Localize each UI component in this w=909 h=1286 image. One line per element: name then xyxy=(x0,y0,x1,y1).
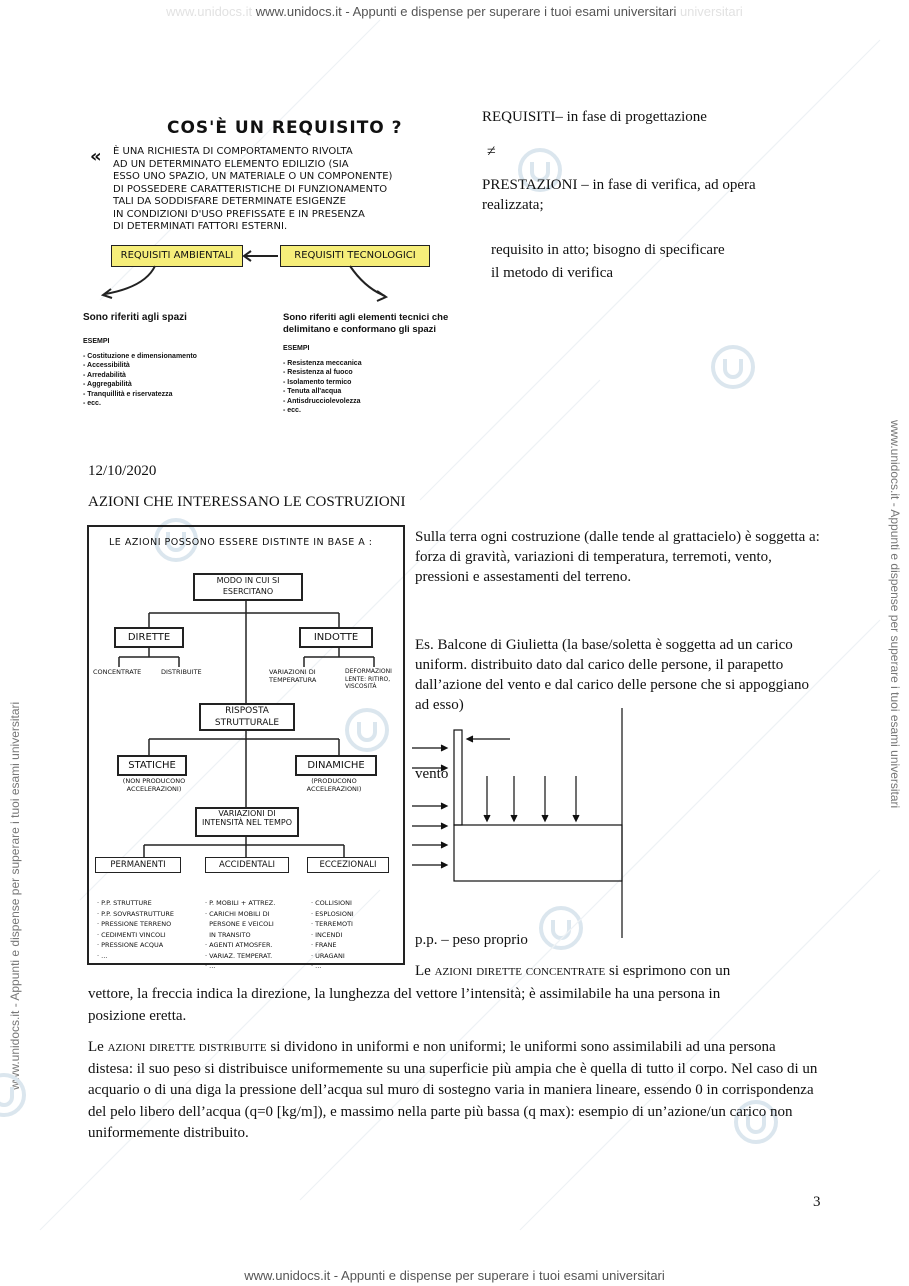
requisiti-ambientali-box: REQUISITI AMBIENTALI xyxy=(111,245,243,267)
permanenti-list: · P.P. STRUTTURE · P.P. SOVRASTRUTTURE · PRESSIONE TERRENO · CEDIMENTI VINCOLI · PRESSIONE ACQUA · ... xyxy=(97,899,174,960)
dinamiche-box: DINAMICHE xyxy=(295,755,377,776)
modo-box: MODO IN CUI SI ESERCITANO xyxy=(193,573,303,601)
paragraph-concentrate-line2: vettore, la freccia indica la direzione, la lunghezza del vettore l’intensità; è assimilabile ha una persona in xyxy=(88,986,721,1002)
azioni-heading: LE AZIONI POSSONO ESSERE DISTINTE IN BASE A : xyxy=(109,537,373,548)
azioni-diagram xyxy=(87,525,405,970)
variazioni-intensita-box: VARIAZIONI DI INTENSITÀ NEL TEMPO xyxy=(195,807,299,837)
ghost-watermark-left: www.unidocs.it xyxy=(166,4,253,19)
paragraph-concentrate-line3: posizione eretta. xyxy=(88,1008,187,1024)
requisito-note-line1: requisito in atto; bisogno di specificare xyxy=(491,242,725,258)
header-watermark-text: www.unidocs.it - Appunti e dispense per superare i tuoi esami universitari xyxy=(255,4,677,19)
indotte-box: INDOTTE xyxy=(299,627,373,648)
deformazioni-label: DEFORMAZIONI LENTE: RITIRO, VISCOSITÀ xyxy=(345,668,392,690)
eccezionali-list: · COLLISIONI · ESPLOSIONI · TERREMOTI · INCENDI · FRANE · URAGANI · ... xyxy=(311,899,354,970)
paragraph-balcone: Es. Balcone di Giulietta (la base/soletta è soggetta ad un carico uniform. distribuito dato dal carico delle persone, il parapetto dall’azione del vento e dal carico delle persone che si appoggiano ad esso) xyxy=(415,637,809,713)
unidocs-logo-icon xyxy=(713,347,753,387)
footer-watermark-text: www.unidocs.it - Appunti e dispense per superare i tuoi esami universitari xyxy=(244,1268,665,1283)
not-equal-symbol: ≠ xyxy=(487,143,496,160)
left-heading: Sono riferiti agli spazi xyxy=(83,312,187,323)
date: 12/10/2020 xyxy=(88,463,157,479)
distribuite-label: DISTRIBUITE xyxy=(161,668,202,676)
balcony-slab xyxy=(454,825,622,881)
crowd-push-arrow xyxy=(467,736,510,742)
accidentali-box: ACCIDENTALI xyxy=(205,857,289,873)
paragraph-concentrate-line1: Le azioni dirette concentrate si esprimono con un xyxy=(415,963,731,979)
requisito-figure xyxy=(85,112,465,412)
right-heading: Sono riferiti agli elementi tecnici che delimitano e conformano gli spazi xyxy=(283,312,449,335)
ghost-watermark-right: universitari xyxy=(679,4,743,19)
side-watermark-right: www.unidocs.it - Appunti e dispense per superare i tuoi esami universitari xyxy=(888,420,902,809)
quote-mark: « xyxy=(90,146,102,167)
footer-watermark xyxy=(0,1268,909,1283)
parapet xyxy=(454,730,462,825)
accidentali-list: · P. MOBILI + ATTREZ. · CARICHI MOBILI DI PERSONE E VEICOLI IN TRANSITO · AGENTI ATMOSFER. · VARIAZ. TEMPERAT. · ... xyxy=(205,899,276,970)
term-concentrate: azioni dirette concentrate xyxy=(434,963,606,979)
section-title: AZIONI CHE INTERESSANO LE COSTRUZIONI xyxy=(88,494,406,510)
page-number: 3 xyxy=(813,1194,821,1210)
balcony-sketch xyxy=(410,708,640,938)
requisito-title: COS'È UN REQUISITO ? xyxy=(167,118,403,138)
requisiti-note: REQUISITI– in fase di progettazione xyxy=(482,109,707,125)
paragraph-distribuite: Le azioni dirette distribuite si dividono in uniformi e non uniformi; le uniformi sono assimilabili ad una persona distesa: il suo peso si distribuisce uniformemente su una superficie più ampia che è quella di tutto il corpo. Nel caso di un acquario o di una diga la pressione dell’acqua sul muro di sostegno varia in maniera lineare, essendo 0 in corrispondenza del pelo libero dell’acqua (q=0 [kg/m]), e massimo nella parte più bassa (q max): esempio di un’azione/un carico non uniformemente distribuito. xyxy=(88,1039,818,1141)
statiche-note: (NON PRODUCONO ACCELERAZIONI) xyxy=(122,777,186,793)
requisiti-tecnologici-box: REQUISITI TECNOLOGICI xyxy=(280,245,430,267)
variazioni-temperatura-label: VARIAZIONI DI TEMPERATURA xyxy=(269,668,317,684)
unidocs-logo-icon xyxy=(0,1075,24,1115)
statiche-box: STATICHE xyxy=(117,755,187,776)
prestazioni-note: PRESTAZIONI – in fase di verifica, ad opera realizzata; xyxy=(482,177,756,213)
term-distribuite: azioni dirette distribuite xyxy=(107,1039,267,1055)
right-examples: ESEMPI - Resistenza meccanica - Resistenza al fuoco - Isolamento termico - Tenuta all'acqua - Antisdrucciolevolezza - ecc. xyxy=(283,345,362,414)
permanenti-box: PERMANENTI xyxy=(95,857,181,873)
distributed-load-arrows xyxy=(484,776,579,821)
risposta-box: RISPOSTA STRUTTURALE xyxy=(199,703,295,731)
eccezionali-box: ECCEZIONALI xyxy=(307,857,389,873)
requisito-note-line2: il metodo di verifica xyxy=(491,265,614,281)
vento-label: vento xyxy=(415,766,449,782)
dinamiche-note: (PRODUCONO ACCELERAZIONI) xyxy=(306,777,362,793)
dirette-box: DIRETTE xyxy=(114,627,184,648)
peso-proprio-label: p.p. – peso proprio xyxy=(415,932,528,948)
concentrate-label: CONCENTRATE xyxy=(93,668,142,676)
requisito-definition: È UNA RICHIESTA DI COMPORTAMENTO RIVOLTA AD UN DETERMINATO ELEMENTO EDILIZIO (SIA ESSO UNO SPAZIO, UN MATERIALE O UN COMPONENTE) DI POSSEDERE CARATTERISTICHE DI FUNZIONAMENTO TALI DA SODDISFARE DETERMINATE ESIGENZE IN CONDIZIONI D'USO PREFISSATE E IN PRESENZA DI DETERMINATI FATTORI ESTERNI. xyxy=(113,146,393,232)
side-watermark-left: www.unidocs.it - Appunti e dispense per superare i tuoi esami universitari xyxy=(8,701,22,1090)
paragraph-gravity: Sulla terra ogni costruzione (dalle tende al grattacielo) è soggetta a: forza di gravità, variazioni di temperatura, terremoti, vento, pressioni e assestamenti del terreno. xyxy=(415,529,820,585)
left-examples: ESEMPI - Costituzione e dimensionamento - Accessibilità - Arredabilità - Aggregabilità - Tranquillità e riservatezza - ecc. xyxy=(83,338,197,407)
